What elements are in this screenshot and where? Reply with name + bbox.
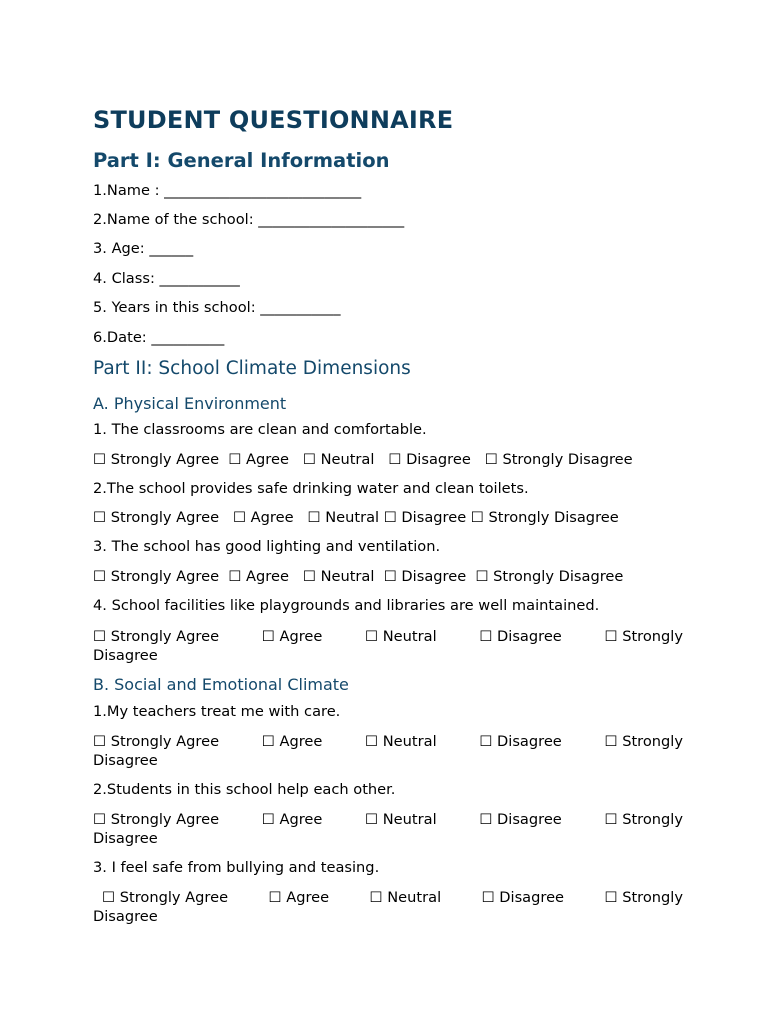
- section-a-heading: A. Physical Environment: [93, 394, 287, 413]
- school-name-field: 2.Name of the school: ____________________: [93, 211, 405, 228]
- option-strongly-agree[interactable]: ☐ Strongly Agree: [102, 889, 229, 906]
- option-strongly-disagree[interactable]: ☐ Strongly: [604, 628, 683, 645]
- option-agree[interactable]: ☐ Agree: [261, 811, 323, 828]
- options-b3: [93, 888, 683, 926]
- option-agree[interactable]: ☐ Agree: [261, 628, 323, 645]
- question-b1: 1.My teachers treat me with care.: [93, 703, 341, 720]
- question-b2: 2.Students in this school help each other.: [93, 781, 396, 798]
- option-agree[interactable]: ☐ Agree: [268, 889, 330, 906]
- date-field: 6.Date: __________: [93, 329, 225, 346]
- option-strongly-agree[interactable]: ☐ Strongly Agree: [93, 628, 220, 645]
- option-strongly-agree[interactable]: ☐ Strongly Agree: [93, 733, 220, 750]
- name-field: 1.Name : ___________________________: [93, 182, 362, 199]
- option-disagree[interactable]: ☐ Disagree: [479, 733, 562, 750]
- years-field: 5. Years in this school: ___________: [93, 299, 341, 316]
- question-a3: 3. The school has good lighting and ventilation.: [93, 538, 441, 555]
- option-strongly-disagree-wrap: Disagree: [93, 908, 158, 925]
- option-strongly-disagree-wrap: Disagree: [93, 647, 158, 664]
- question-b3: 3. I feel safe from bullying and teasing.: [93, 859, 380, 876]
- option-neutral[interactable]: ☐ Neutral: [365, 733, 437, 750]
- option-disagree[interactable]: ☐ Disagree: [481, 889, 565, 906]
- option-disagree[interactable]: ☐ Disagree: [479, 811, 562, 828]
- question-a4: 4. School facilities like playgrounds and libraries are well maintained.: [93, 597, 600, 614]
- option-disagree[interactable]: ☐ Disagree: [479, 628, 562, 645]
- option-strongly-disagree[interactable]: ☐ Strongly: [604, 889, 683, 906]
- part2-heading: Part II: School Climate Dimensions: [93, 358, 411, 379]
- section-b-heading: B. Social and Emotional Climate: [93, 675, 349, 694]
- option-neutral[interactable]: ☐ Neutral: [365, 628, 437, 645]
- option-neutral[interactable]: ☐ Neutral: [369, 889, 442, 906]
- option-strongly-agree[interactable]: ☐ Strongly Agree: [93, 811, 220, 828]
- option-strongly-disagree-wrap: Disagree: [93, 752, 158, 769]
- options-b1: [93, 732, 683, 770]
- page-title: STUDENT QUESTIONNAIRE: [93, 106, 454, 134]
- options-b2: [93, 810, 683, 848]
- option-strongly-disagree-wrap: Disagree: [93, 830, 158, 847]
- options-a4: [93, 627, 683, 665]
- question-a1: 1. The classrooms are clean and comfortable.: [93, 421, 427, 438]
- options-a2: ☐ Strongly Agree ☐ Agree ☐ Neutral ☐ Disagree ☐ Strongly Disagree: [93, 509, 619, 526]
- part1-heading: Part I: General Information: [93, 149, 390, 172]
- age-field: 3. Age: ______: [93, 240, 194, 257]
- option-neutral[interactable]: ☐ Neutral: [365, 811, 437, 828]
- class-field: 4. Class: ___________: [93, 270, 240, 287]
- options-a3: ☐ Strongly Agree ☐ Agree ☐ Neutral ☐ Disagree ☐ Strongly Disagree: [93, 568, 624, 585]
- option-strongly-disagree[interactable]: ☐ Strongly: [604, 811, 683, 828]
- question-a2: 2.The school provides safe drinking water and clean toilets.: [93, 480, 529, 497]
- option-strongly-disagree[interactable]: ☐ Strongly: [604, 733, 683, 750]
- options-a1: ☐ Strongly Agree ☐ Agree ☐ Neutral ☐ Disagree ☐ Strongly Disagree: [93, 451, 633, 468]
- option-agree[interactable]: ☐ Agree: [261, 733, 323, 750]
